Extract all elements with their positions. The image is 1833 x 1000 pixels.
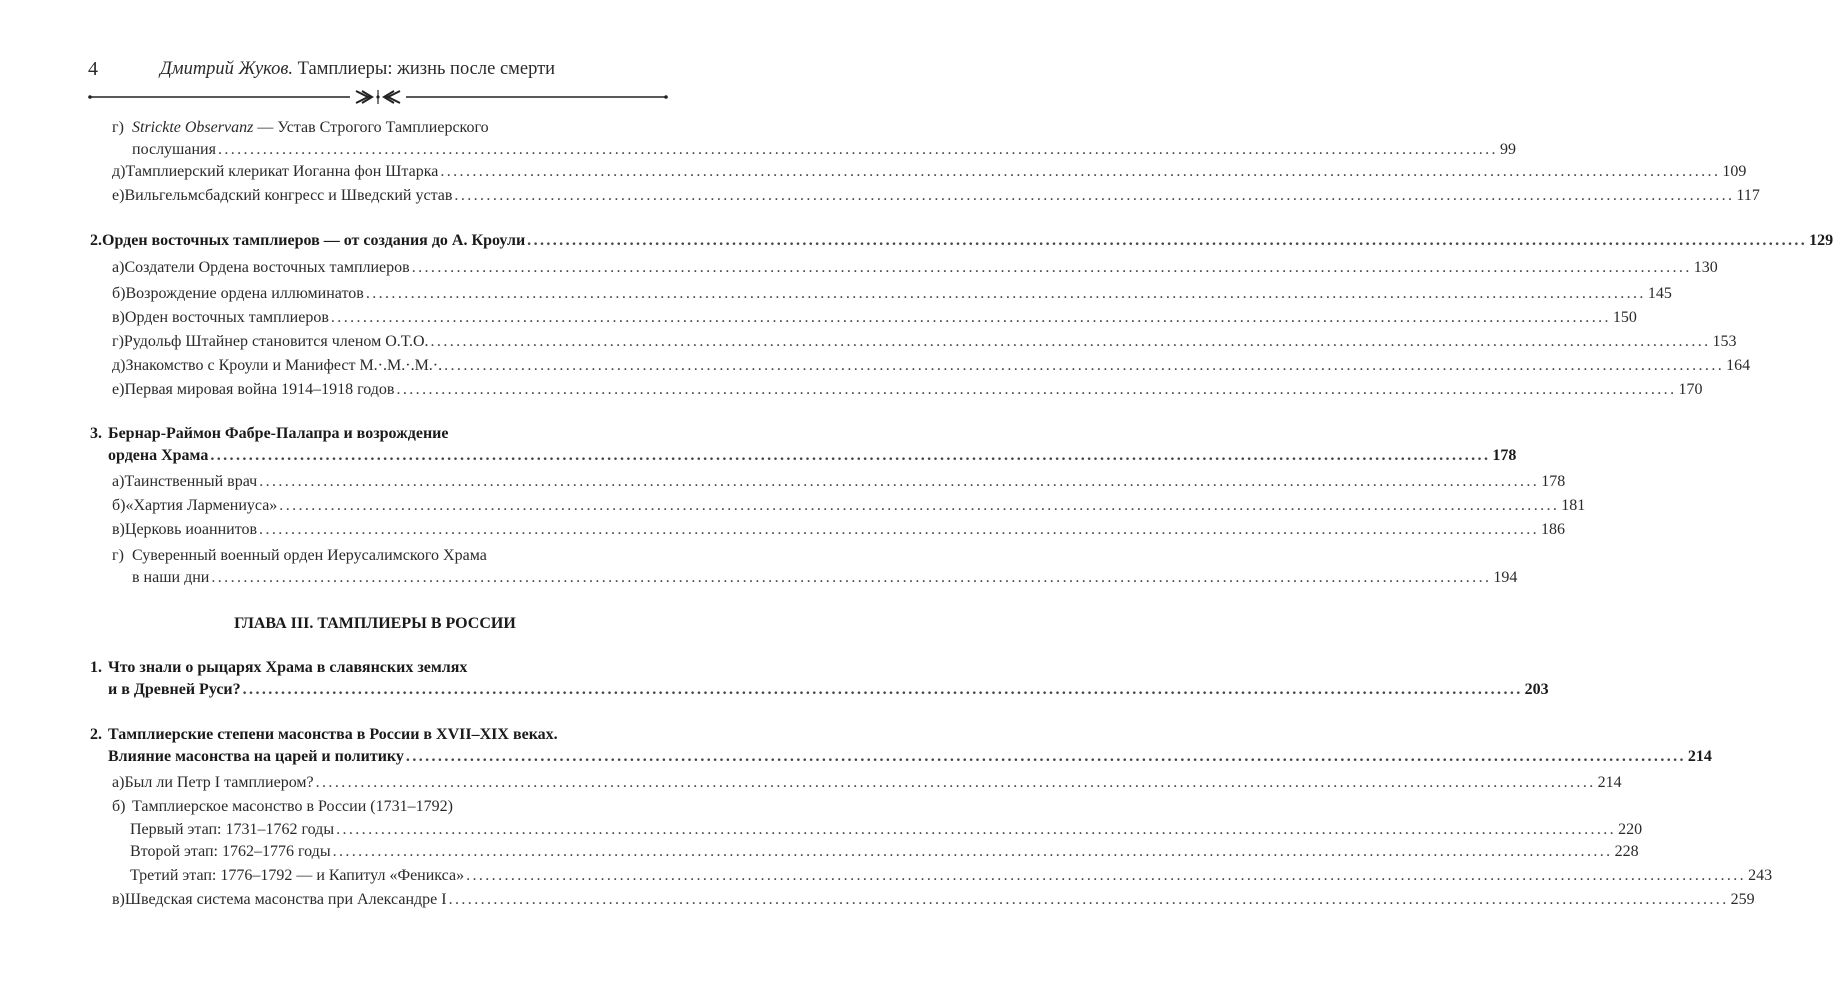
toc-entry-line (112, 379, 1703, 401)
toc-entry-text: Первая мировая война 1914–1918 годов (124, 381, 395, 398)
dot-leader: ........................................................................................................................................................................................................ (527, 232, 1808, 249)
dot-leader: ........................................................................................................................................................................................................ (430, 333, 1711, 350)
running-title (160, 59, 555, 80)
toc-entry-line (108, 746, 1712, 768)
toc-entry-text: Тамплиерское масонство в России (1731–1792) (132, 798, 453, 815)
ornament-divider-icon (88, 88, 668, 106)
dot-leader: ........................................................................................................................................................................................................ (332, 843, 1613, 860)
toc-page-number: 203 (1524, 681, 1549, 698)
dot-leader: ........................................................................................................................................................................................................ (279, 497, 1560, 514)
toc-page-number: 150 (1612, 309, 1637, 326)
toc-entry-label: е) (112, 187, 125, 204)
toc-entry-text: Тамплиерские степени масонства в России в XVII–XIX веках. (108, 726, 558, 743)
toc-entry-line (108, 445, 1517, 467)
toc-entry-line (112, 117, 489, 139)
toc-entry-line (112, 772, 1622, 794)
toc-page-number: 170 (1678, 381, 1703, 398)
toc-entry-label: г) (112, 119, 124, 136)
author-name: Дмитрий Жуков. (160, 59, 294, 79)
toc-entry-line (132, 139, 1516, 161)
toc-entry-text: Бернар-Раймон Фабре-Палапра и возрождение (108, 425, 449, 442)
toc-entry-line (112, 331, 1737, 353)
toc-entry-text: Тамплиерский клерикат Иоганна фон Штарка (125, 163, 439, 180)
toc-entry-label: а) (112, 259, 125, 276)
toc-page-number: 145 (1647, 285, 1672, 302)
toc-page-number: 186 (1541, 521, 1566, 538)
toc-entry-label: б) (112, 798, 126, 815)
toc-entry-label: 2. (90, 726, 102, 743)
dot-leader: ........................................................................................................................................................................................................ (396, 381, 1677, 398)
dot-leader: ........................................................................................................................................................................................................ (365, 285, 1646, 302)
toc-page-number: 117 (1736, 187, 1760, 204)
toc-entry-text: Суверенный военный орден Иерусалимского Храма (132, 547, 487, 564)
toc-entry-line (112, 283, 1672, 305)
toc-entry-line (112, 471, 1566, 493)
toc-entry-label: а) (112, 473, 125, 490)
toc-entry-line (112, 545, 487, 567)
toc-entry-text: Таинственный врач (124, 473, 258, 490)
page-number: 4 (88, 58, 98, 80)
toc-page-number: 130 (1693, 259, 1718, 276)
toc-entry-label: г) (112, 547, 124, 564)
toc-page-number: 214 (1597, 774, 1622, 791)
toc-entry-line (112, 796, 453, 818)
toc-entry-text: Рудольф Штайнер становится членом О.Т.О. (123, 333, 429, 350)
dot-leader: ........................................................................................................................................................................................................ (259, 521, 1540, 538)
toc-entry-line (130, 865, 1773, 887)
dot-leader: ........................................................................................................................................................................................................ (336, 821, 1617, 838)
toc-entry-text: послушания (132, 141, 216, 158)
toc-entry-text: «Хартия Лармениуса» (125, 497, 278, 514)
toc-page-number: 109 (1722, 163, 1747, 180)
dot-leader: ........................................................................................................................................................................................................ (259, 473, 1540, 490)
chapter-heading: ГЛАВА III. ТАМПЛИЕРЫ В РОССИИ (234, 615, 516, 632)
toc-entry-line (132, 567, 1518, 589)
toc-page-number: 164 (1726, 357, 1751, 374)
toc-entry-text: Strickte Observanz — Устав Строгого Тамплиерского (132, 119, 489, 136)
dot-leader: ........................................................................................................................................................................................................ (315, 774, 1596, 791)
toc-entry-label: в) (112, 521, 125, 538)
toc-entry-label: в) (112, 309, 125, 326)
toc-entry-text: Вильгельмсбадский конгресс и Шведский устав (124, 187, 453, 204)
dot-leader: ........................................................................................................................................................................................................ (444, 357, 1725, 374)
toc-entry-line (130, 841, 1639, 863)
toc-entry-line (112, 161, 1747, 183)
toc-entry-text: Возрождение ордена иллюминатов (125, 285, 364, 302)
toc-entry-label: в) (112, 891, 125, 908)
toc-entry-line (90, 724, 558, 746)
toc-entry-line (90, 230, 1833, 252)
dot-leader: ........................................................................................................................................................................................................ (466, 867, 1747, 884)
toc-page-number: 243 (1748, 867, 1773, 884)
toc-page-number: 214 (1687, 748, 1712, 765)
toc-page-number: 178 (1492, 447, 1517, 464)
book-title: Тамплиеры: жизнь после смерти (297, 59, 556, 79)
toc-entry-line (112, 355, 1751, 377)
toc-entry-line (112, 495, 1586, 517)
dot-leader: ........................................................................................................................................................................................................ (405, 748, 1686, 765)
toc-entry-text: Создатели Ордена восточных тамплиеров (124, 259, 410, 276)
toc-entry-label: д) (112, 357, 126, 374)
dot-leader: ........................................................................................................................................................................................................ (411, 259, 1692, 276)
toc-entry-line (90, 423, 448, 445)
toc-page-number: 178 (1541, 473, 1566, 490)
toc-entry-line (112, 307, 1637, 329)
dot-leader: ........................................................................................................................................................................................................ (330, 309, 1611, 326)
toc-entry-text: Орден восточных тамплиеров — от создания до А. Кроули (102, 232, 526, 249)
toc-page-number: 259 (1730, 891, 1755, 908)
toc-entry-text: Церковь иоаннитов (124, 521, 258, 538)
toc-entry-line (90, 657, 467, 679)
toc-entry-line (112, 257, 1718, 279)
toc-entry-line (130, 819, 1643, 841)
toc-entry-text: ордена Храма (108, 447, 209, 464)
toc-page-number: 220 (1618, 821, 1643, 838)
toc-entry-label: е) (112, 381, 125, 398)
toc-entry-label: г) (112, 333, 124, 350)
toc-entry-text: в наши дни (132, 569, 210, 586)
toc-entry-line (108, 679, 1549, 701)
toc-page-number: 99 (1499, 141, 1516, 158)
toc-entry-text: Что знали о рыцарях Храма в славянских землях (108, 659, 468, 676)
toc-entry-italic-text: Strickte Observanz (132, 119, 254, 136)
toc-page-number: 129 (1809, 232, 1833, 249)
dot-leader: ........................................................................................................................................................................................................ (448, 891, 1729, 908)
toc-page-number: 194 (1493, 569, 1518, 586)
toc-entry-label: 3. (90, 425, 102, 442)
toc-entry-label: а) (112, 774, 125, 791)
toc-entry-text: Второй этап: 1762–1776 годы (130, 843, 331, 860)
dot-leader: ........................................................................................................................................................................................................ (440, 163, 1721, 180)
toc-entry-label: б) (112, 497, 126, 514)
dot-leader: ........................................................................................................................................................................................................ (210, 447, 1491, 464)
toc-entry-text: Первый этап: 1731–1762 годы (130, 821, 335, 838)
toc-entry-line (112, 519, 1566, 541)
dot-leader: ........................................................................................................................................................................................................ (211, 569, 1492, 586)
dot-leader: ........................................................................................................................................................................................................ (242, 681, 1523, 698)
dot-leader: ........................................................................................................................................................................................................ (217, 141, 1498, 158)
toc-entry-label: 2. (90, 232, 102, 249)
toc-entry-text: Влияние масонства на царей и политику (108, 748, 404, 765)
toc-entry-text: и в Древней Руси? (108, 681, 241, 698)
toc-entry-line (112, 889, 1755, 911)
toc-entry-label: д) (112, 163, 126, 180)
toc-entry-text: Шведская система масонства при Александре I (124, 891, 447, 908)
toc-entry-label: 1. (90, 659, 102, 676)
toc-page-number: 181 (1561, 497, 1586, 514)
toc-entry-line (112, 185, 1760, 207)
toc-entry-text: Орден восточных тамплиеров (124, 309, 329, 326)
toc-entry-label: б) (112, 285, 126, 302)
toc-entry-text: Третий этап: 1776–1792 — и Капитул «Феникса» (130, 867, 465, 884)
toc-entry-text: Знакомство с Кроули и Манифест М.·.М.·.М.·. (125, 357, 443, 374)
toc-page-number: 228 (1614, 843, 1639, 860)
toc-entry-text: Был ли Петр I тамплиером? (124, 774, 314, 791)
toc-page-number: 153 (1712, 333, 1737, 350)
dot-leader: ........................................................................................................................................................................................................ (454, 187, 1735, 204)
